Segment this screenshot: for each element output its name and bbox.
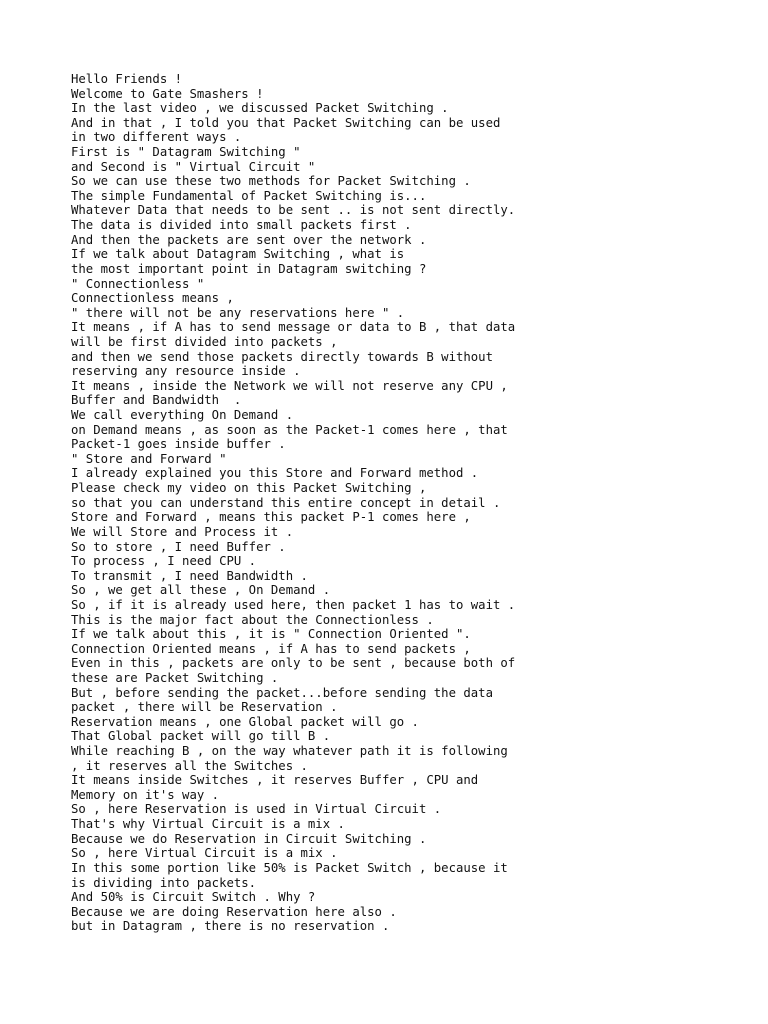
text-line: Even in this , packets are only to be sent , because both of [71,656,516,671]
text-line: So , here Virtual Circuit is a mix . [71,846,338,861]
text-line: The simple Fundamental of Packet Switching is... [71,188,427,203]
text-line: This is the major fact about the Connectionless . [71,612,434,627]
text-line: But , before sending the packet...before sending the data [71,685,493,700]
text-line: and then we send those packets directly towards B without [71,349,493,364]
text-line: on Demand means , as soon as the Packet-1 comes here , that [71,422,508,437]
text-line: Because we are doing Reservation here also . [71,904,397,919]
text-line: In this some portion like 50% is Packet Switch , because it [71,860,508,875]
text-line: Buffer and Bandwidth . [71,393,242,408]
text-line: In the last video , we discussed Packet Switching . [71,101,449,116]
text-line: If we talk about Datagram Switching , what is [71,247,405,262]
text-line: To process , I need CPU . [71,554,257,569]
text-line: is dividing into packets. [71,875,257,890]
text-line: We call everything On Demand . [71,408,294,423]
text-line: Memory on it's way . [71,787,220,802]
text-line: Whatever Data that needs to be sent .. is not sent directly. [71,203,516,218]
text-line: We will Store and Process it . [71,524,294,539]
text-line: Welcome to Gate Smashers ! [71,86,264,101]
text-line: It means inside Switches , it reserves Buffer , CPU and [71,773,479,788]
text-line: " Connectionless " [71,276,205,291]
text-line: but in Datagram , there is no reservation . [71,919,390,934]
text-line: Store and Forward , means this packet P-1 comes here , [71,510,471,525]
text-line: packet , there will be Reservation . [71,700,338,715]
text-line: That Global packet will go till B . [71,729,331,744]
text-line: So , we get all these , On Demand . [71,583,331,598]
document-body [71,72,751,934]
text-line: I already explained you this Store and Forward method . [71,466,479,481]
text-line: The data is divided into small packets first . [71,218,412,233]
text-line: So we can use these two methods for Packet Switching . [71,174,471,189]
text-line: It means , inside the Network we will not reserve any CPU , [71,378,508,393]
text-line: in two different ways . [71,130,242,145]
text-line: Connection Oriented means , if A has to send packets , [71,641,471,656]
text-line: , it reserves all the Switches . [71,758,308,773]
text-line: And 50% is Circuit Switch . Why ? [71,890,316,905]
text-line: And in that , I told you that Packet Switching can be used [71,115,501,130]
text-line: so that you can understand this entire concept in detail . [71,495,501,510]
text-line: Please check my video on this Packet Switching , [71,481,427,496]
text-line: Reservation means , one Global packet will go . [71,714,419,729]
text-line: So , here Reservation is used in Virtual Circuit . [71,802,442,817]
text-line: And then the packets are sent over the network . [71,232,427,247]
text-line: Packet-1 goes inside buffer . [71,437,286,452]
text-line: will be first divided into packets , [71,334,338,349]
text-line: Hello Friends ! [71,72,183,86]
text-line: If we talk about this , it is " Connection Oriented ". [71,627,471,642]
text-line: While reaching B , on the way whatever path it is following [71,744,508,759]
text-line: First is " Datagram Switching " [71,145,301,160]
text-line: Because we do Reservation in Circuit Switching . [71,831,427,846]
text-line: Connectionless means , [71,291,234,306]
text-line: reserving any resource inside . [71,364,301,379]
text-line: So to store , I need Buffer . [71,539,286,554]
text-line: and Second is " Virtual Circuit " [71,159,316,174]
text-line: " there will not be any reservations here " . [71,305,405,320]
text-line: " Store and Forward " [71,451,227,466]
text-line: To transmit , I need Bandwidth . [71,568,308,583]
text-line: So , if it is already used here, then packet 1 has to wait . [71,597,516,612]
text-line: these are Packet Switching . [71,670,279,685]
text-line: the most important point in Datagram switching ? [71,261,427,276]
text-line: It means , if A has to send message or data to B , that data [71,320,516,335]
text-line: That's why Virtual Circuit is a mix . [71,817,345,832]
